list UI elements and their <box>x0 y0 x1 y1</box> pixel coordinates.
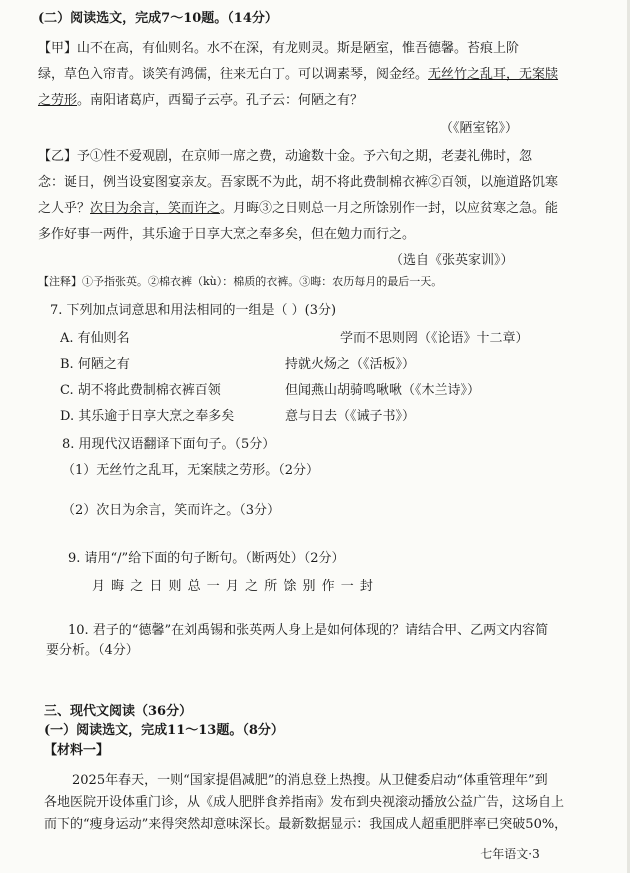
material-1-paragraph-line-1: 2025年春天，一则“国家提倡减肥”的消息登上热搜。从卫健委启动“体重管理年”到 <box>72 773 548 788</box>
material-1-label: 【材料一】 <box>44 743 110 758</box>
q9-stem: 9. 请用“/”给下面的句子断句。（断两处）（2分） <box>68 551 345 566</box>
q7-option-d-left: D. 其乐逾于日享大烹之奉多矣 <box>60 409 235 424</box>
q7-option-b-left: B. 何陋之有 <box>60 357 130 372</box>
material-1-paragraph-line-3: 而下的“瘦身运动”来得突然却意味深长。最新数据显示：我国成人超重肥胖率已突破50%， <box>44 817 568 832</box>
jia-line-3-text: 。南阳诸葛庐，西蜀子云亭。孔子云：何陋之有？ <box>77 93 364 108</box>
jia-line-3 <box>38 92 598 110</box>
q7-option-c-right: 但闻燕山胡骑鸣啾啾（《木兰诗》） <box>285 383 481 398</box>
yi-line-1: 【乙】予①性不爱观剧，在京师一席之费，动逾数十金。予六旬之期，老妻礼佛时，忽 <box>38 149 533 164</box>
q7-option-a-left: A. 有仙则名 <box>60 331 130 346</box>
section-3-sub-header: (一）阅读选文，完成11～13题。（8分） <box>44 723 284 738</box>
q7-option-d <box>60 408 590 426</box>
page-footer: 七年语文·3 <box>480 847 540 861</box>
q7-stem: 7. 下列加点词意思和用法相同的一组是（ ）(3分) <box>50 303 337 318</box>
yi-line-3-start: 之人乎？ <box>38 201 91 216</box>
q7-option-a <box>60 330 590 348</box>
jia-line-2-text: 绿，草色入帘青。谈笑有鸿儒，往来无白丁。可以调素琴，阅金经。 <box>38 67 429 82</box>
q7-option-b <box>60 356 590 374</box>
jia-line-1: 【甲】山不在高，有仙则名。水不在深，有龙则灵。斯是陋室，惟吾德馨。苔痕上阶 <box>38 41 520 56</box>
q7-option-d-right: 意与日去（《诫子书》） <box>285 409 416 424</box>
yi-line-4: 多作好事一两件，其乐逾于日享大烹之奉多矣，但在勉力而行之。 <box>38 227 416 242</box>
q8-sentence-2: （2）次日为余言，笑而许之。（3分） <box>62 503 281 518</box>
jia-line-2 <box>38 66 598 84</box>
q7-option-a-right: 学而不思则罔（《论语》十二章） <box>340 331 529 346</box>
q8-sentence-1: （1）无丝竹之乱耳，无案牍之劳形。（2分） <box>62 463 320 478</box>
q7-option-c <box>60 382 590 400</box>
jia-underlined-phrase-2: 之劳形 <box>38 93 78 108</box>
q10-line-2: 要分析。（4分） <box>46 643 139 658</box>
q7-option-c-left: C. 胡不将此费制棉衣裤百领 <box>60 383 221 398</box>
yi-line-2: 念：诞日，例当设宴图宴亲友。吾家既不为此，胡不将此费制棉衣裤②百领，以施道路饥寒 <box>38 175 559 190</box>
material-1-paragraph-line-2: 各地医院开设体重门诊，从《成人肥胖食养指南》发布到央视滚动播放公益广告，这场自上 <box>44 795 565 810</box>
q9-sentence: 月 晦 之 日 则 总 一 月 之 所 馀 别 作 一 封 <box>92 579 374 594</box>
jia-underlined-phrase-1: 无丝竹之乱耳，无案牍 <box>428 67 559 82</box>
q10-line-1: 10. 君子的“德馨”在刘禹锡和张英两人身上是如何体现的？请结合甲、乙两文内容简 <box>68 623 549 638</box>
yi-line-3-end: 。月晦③之日则总一月之所馀别作一封，以应贫寒之急。能 <box>220 201 559 216</box>
q7-option-b-right: 持就火炀之（《活板》） <box>285 357 416 372</box>
annotation-note: 【注释】①予指张英。②棉衣裤（kù）：棉质的衣裤。③晦：农历每月的最后一天。 <box>38 275 443 288</box>
yi-line-3 <box>38 200 598 218</box>
section-3-header: 三、现代文阅读（36分） <box>44 704 193 719</box>
yi-source: （选自《张英家训》） <box>390 253 514 268</box>
yi-underlined-phrase: 次日为余言，笑而许之 <box>90 201 221 216</box>
q8-stem: 8. 用现代汉语翻译下面句子。（5分） <box>62 437 276 452</box>
section-2-header: (二）阅读选文，完成7～10题。（14分） <box>38 11 278 26</box>
jia-source: （《陋室铭》） <box>440 121 519 136</box>
